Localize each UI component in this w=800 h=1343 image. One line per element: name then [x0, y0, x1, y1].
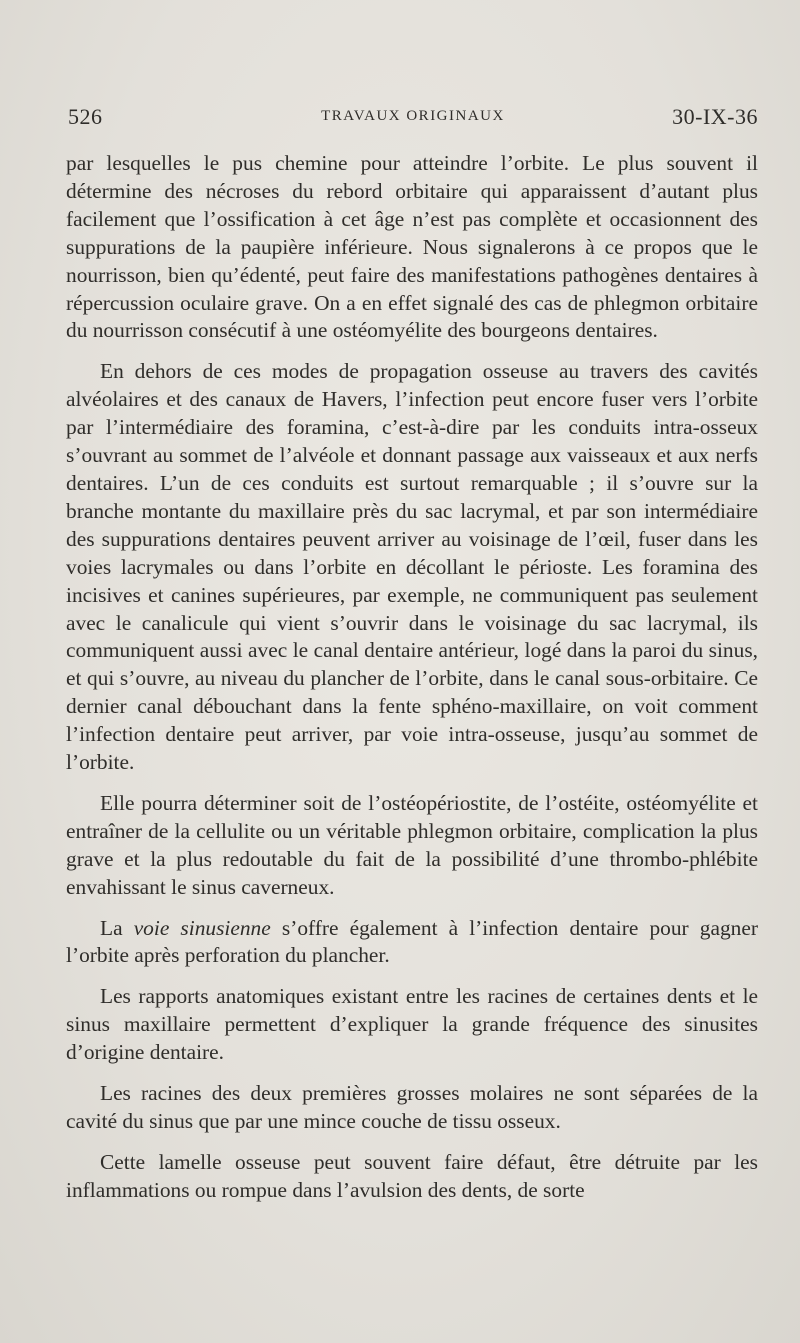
paragraph-4-start: La [100, 915, 134, 940]
paragraph-1: par lesquelles le pus chemine pour atteindre l’orbite. Le plus souvent il détermine des nécroses du rebord orbitaire qui apparaissent d’autant plus facilement que l’ossification à cet âge n’est pas complète et occasionnent des suppurations de la paupière inférieure. Nous signalerons à ce propos que le nourrisson, bien qu’édenté, peut faire des manifestations pathogènes dentaires à répercussion oculaire grave. On a en effet signalé des cas de phlegmon orbitaire du nourrisson consécutif à une ostéomyélite des bourgeons dentaires. [66, 151, 758, 343]
paragraph-6: Les racines des deux premières grosses molaires ne sont séparées de la cavité du sinus que par une mince couche de tissu osseux. [66, 1081, 758, 1133]
paragraph-3: Elle pourra déterminer soit de l’ostéopériostite, de l’ostéite, ostéomyélite et entraîner de la cellulite ou un véritable phlegmon orbitaire, complication la plus grave et la plus redoutable du fait de la possibilité d’une thrombo-phlébite envahissant le sinus caverneux. [66, 790, 758, 899]
paragraph-5: Les rapports anatomiques existant entre les racines de certaines dents et le sinus maxillaire permettent d’expliquer la grande fréquence des sinusites d’origine dentaire. [66, 984, 758, 1065]
paragraph-2: En dehors de ces modes de propagation osseuse au travers des cavités alvéolaires et des canaux de Havers, l’infection peut encore fuser vers l’orbite par l’intermédiaire des foramina, c’est-à-dire par les conduits intra-osseux s’ouvrant au sommet de l’alvéole et donnant passage aux vaisseaux et aux nerfs dentaires. L’un de ces conduits est surtout remarquable ; il s’ouvre sur la branche montante du maxillaire près du sac lacrymal, et par son intermédiaire des suppurations dentaires peuvent arriver au voisinage de l’œil, fuser dans les voies lacrymales ou dans l’orbite en décollant le périoste. Les foramina des incisives et canines supérieures, par exemple, ne communiquent pas seulement avec le canalicule qui vient s’ouvrir dans le voisinage du sac lacrymal, ils communiquent aussi avec le canal dentaire antérieur, logé dans la paroi du sinus, et qui s’ouvre, au niveau du plancher de l’orbite, dans le canal sous-orbitaire. Ce dernier canal débouchant dans la fente sphéno-maxillaire, on voit comment l’infection dentaire peut arriver, par voie intra-osseuse, jusqu’au sommet de l’orbite. [66, 359, 758, 775]
paragraph-4-italic: voie sinusienne [133, 915, 271, 940]
body-text [66, 150, 758, 1205]
running-head [68, 104, 758, 134]
issue-date: 30-IX-36 [672, 104, 758, 129]
paragraph-4 [66, 915, 758, 971]
page-number: 526 [68, 104, 103, 129]
section-title: TRAVAUX ORIGINAUX [321, 108, 505, 124]
paragraph-7: Cette lamelle osseuse peut souvent faire défaut, être détruite par les inflammations ou rompue dans l’avulsion des dents, de sorte [66, 1149, 758, 1202]
paragraph-4-end: s’offre également à l’infection dentaire pour gagner l’orbite après perforation du plancher. [66, 915, 758, 968]
